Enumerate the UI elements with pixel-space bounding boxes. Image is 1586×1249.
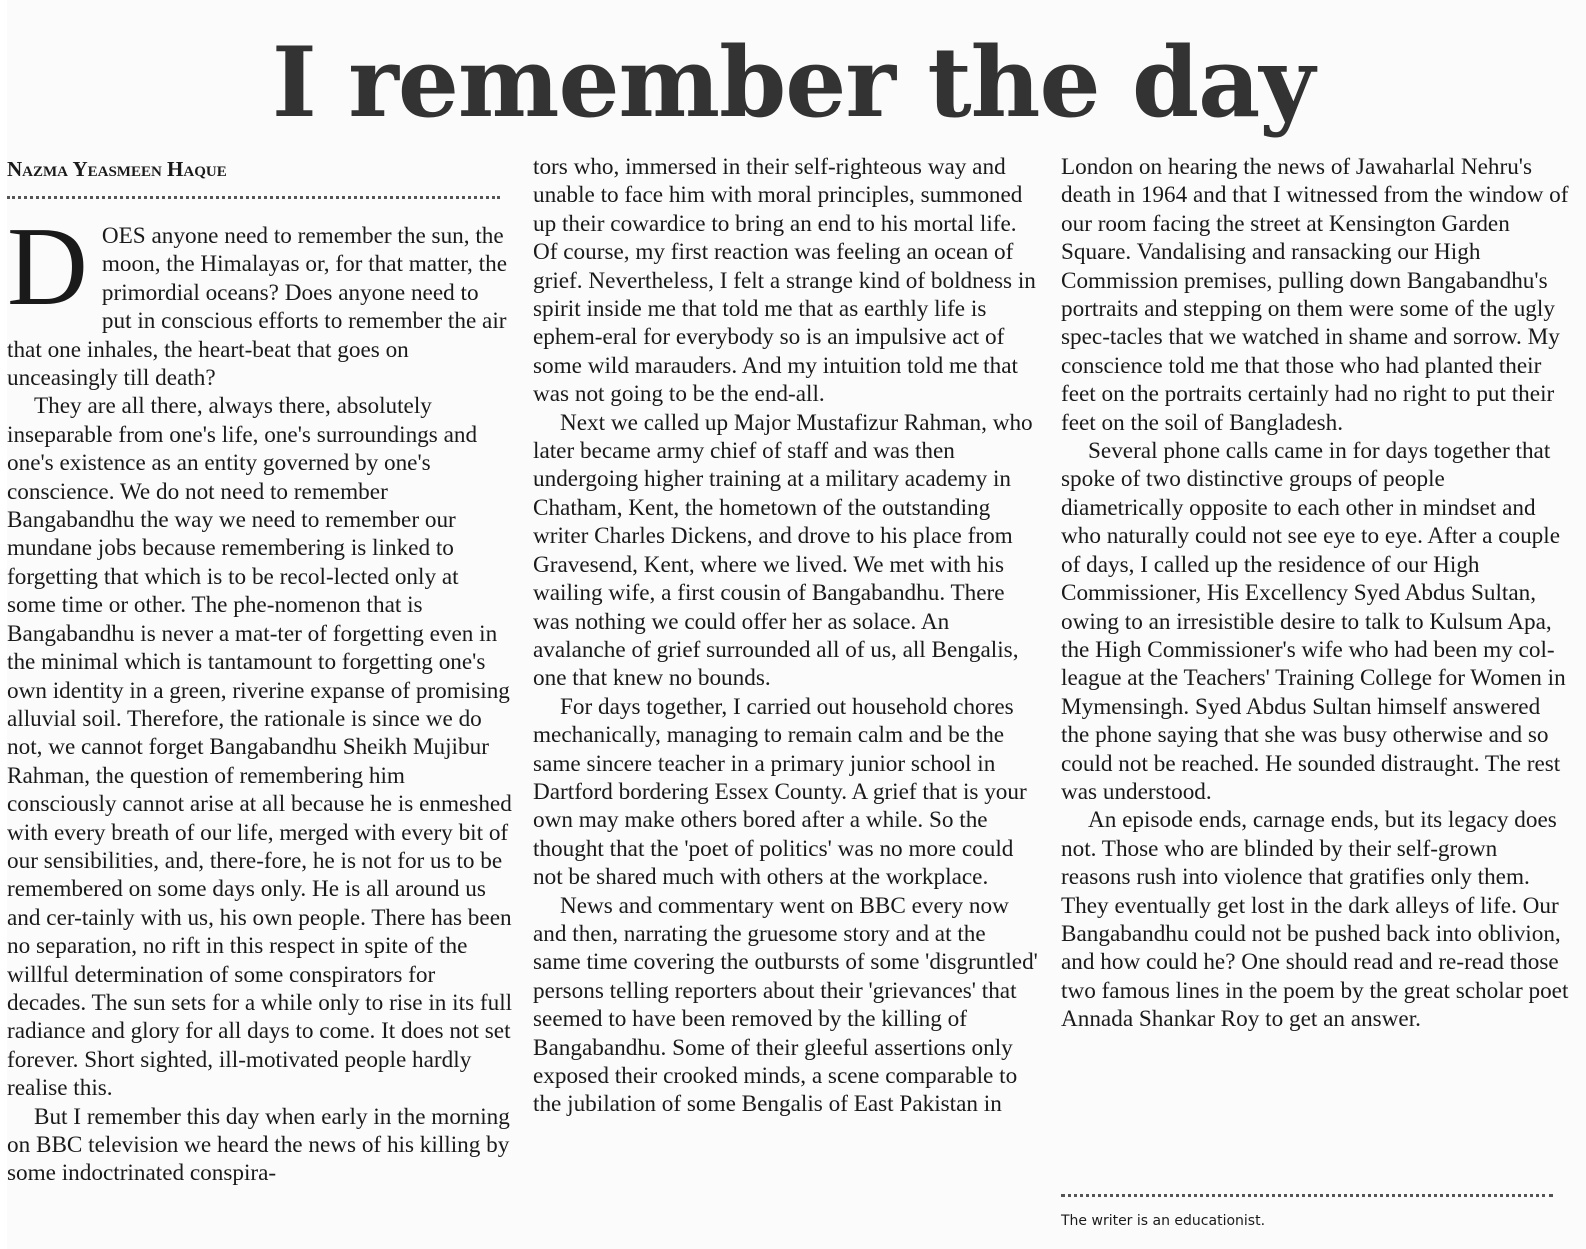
footnote-divider [1061,1194,1553,1197]
drop-cap: D [7,205,88,329]
paragraph: Several phone calls came in for days together that spoke of two distinctive groups of people diametrically opposite to each other in mindset and who naturally could not see eye to eye. After a couple of days, I called up the residence of our High Commissioner, His Excellency Syed Abdus Sultan, owing to an irresistible desire to talk to Kulsum Apa, the High Commissioner's wife who had been my col-league at the Teachers' Training College for Women in Mymensingh. Syed Abdus Sultan himself answered the phone saying that she was busy otherwise and so could not be reached. He sounded distraught. The rest was understood. [1061,438,1566,805]
byline-divider [7,196,500,199]
column-1 [7,205,513,1188]
paragraph: They are all there, always there, absolutely inseparable from one's life, one's surroundings and one's existence as an entity governed by one's conscience. We do not need to remember Bangabandhu the way we need to remember our mundane jobs because remembering is linked to forgetting that which is to be recol-lected only at some time or other. The phe-nomenon that is Bangabandhu is never a mat-ter of forgetting even in the minimal which is tantamount to forgetting one's own identity in a green, riverine expanse of promising alluvial soil. Therefore, the rationale is since we do not, we cannot forget Bangabandhu Sheikh Mujibur Rahman, the question of remembering him consciously cannot arise at all because he is enmeshed with every breath of our life, merged with every bit of our sensibilities, and, there-fore, he is not for us to be remembered on some days only. He is all around us and cer-tainly with us, his own people. There has been no separation, no rift in this respect in spite of the willful determination of some conspirators for decades. The sun sets for a while only to rise in its full radiance and glory for all days to come. It does not set forever. Short sighted, ill-motivated people hardly realise this. [7,393,513,1102]
byline: Nazma Yeasmeen Haque [7,157,227,181]
paragraph: London on hearing the news of Jawaharlal Nehru's death in 1964 and that I witnessed from the window of our room facing the street at Kensington Garden Square. Vandalising and ransacking our High Commission premises, pulling down Bangabandhu's portraits and stepping on them were some of the ugly spec-tacles that we watched in shame and sorrow. My conscience told me that those who had planted their feet on the portraits certainly had no right to put their feet on the soil of Bangladesh. [1061,154,1569,436]
paragraph: Next we called up Major Mustafizur Rahman, who later became army chief of staff and was then undergoing higher training at a military academy in Chatham, Kent, the hometown of the outstanding writer Charles Dickens, and drove to his place from Gravesend, Kent, where we lived. We met with his wailing wife, a first cousin of Bangabandhu. There was nothing we could offer her as solace. An avalanche of grief surrounded all of us, all Bengalis, one that knew no bounds. [533,409,1033,692]
page-margin [0,0,7,1249]
paragraph: For days together, I carried out household chores mechanically, managing to remain calm and be the same sincere teacher in a primary junior school in Dartford bordering Essex County. A grief that is your own may make others bored after a while. So the thought that the 'poet of politics' was no more could not be shared much with others at the workplace. [533,693,1027,891]
paragraph [7,205,513,392]
column-2 [533,153,1039,1119]
paragraph: News and commentary went on BBC every now and then, narrating the gruesome story and at the same time covering the outbursts of some 'disgruntled' persons telling reporters about their 'grievances' that seemed to have been removed by the killing of Bangabandhu. Some of their gleeful assertions only exposed their crooked minds, a scene comparable to the jubilation of some Bengalis of East Pakistan in [533,892,1038,1118]
headline: I remember the day [271,26,1315,139]
column-3 [1061,153,1569,1034]
writer-note: The writer is an educationist. [1061,1213,1266,1229]
paragraph: But I remember this day when early in the morning on BBC television we heard the news of his killing by some indoctrinated conspira- [7,1103,510,1187]
paragraph-text: OES anyone need to remember the sun, the moon, the Himalayas or, for that matter, the primordial oceans? Does anyone need to put in conscious efforts to remember the air that one inhales, the heart-beat that goes on unceasingly till death? [7,223,507,392]
paragraph: tors who, immersed in their self-righteous way and unable to face him with moral principles, summoned up their cowardice to bring an end to his mortal life. Of course, my first reaction was feeling an ocean of grief. Nevertheless, I felt a strange kind of boldness in spirit inside me that told me that as earthly life is ephem-eral for everybody so is an impulsive act of some wild marauders. And my intuition told me that was not going to be the end-all. [533,154,1036,408]
paragraph: An episode ends, carnage ends, but its legacy does not. Those who are blinded by their self-grown reasons rush into violence that gratifies only them. They eventually get lost in the dark alleys of life. Our Bangabandhu could not be pushed back into oblivion, and how could he? One should read and re-read those two famous lines in the poem by the great scholar poet Annada Shankar Roy to get an answer. [1061,807,1569,1033]
